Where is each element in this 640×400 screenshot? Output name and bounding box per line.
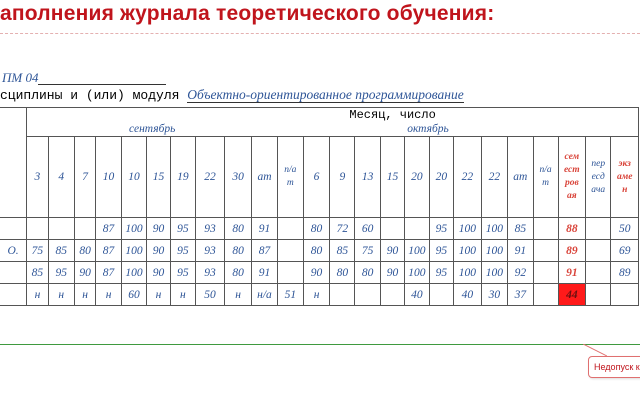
column-header: 19: [170, 137, 195, 218]
grade-cell: [355, 284, 380, 306]
row-label-header: [0, 108, 27, 218]
grade-cell: 95: [170, 262, 195, 284]
grade-cell: 100: [481, 218, 508, 240]
grade-cell: 90: [147, 218, 170, 240]
grade-cell: 95: [170, 218, 195, 240]
month-header: Месяц, число: [27, 108, 639, 123]
grade-cell: н: [74, 284, 96, 306]
grade-cell: 100: [405, 262, 430, 284]
grade-cell: [380, 218, 404, 240]
grade-cell: 80: [225, 262, 252, 284]
grade-cell: [405, 218, 430, 240]
discipline-name: Объектно-ориентированное программирование: [187, 87, 464, 102]
grade-cell: 95: [429, 218, 453, 240]
grade-cell: 95: [48, 262, 74, 284]
page-title: аполнения журнала теоретического обучения:: [0, 2, 495, 25]
grade-cell: 85: [330, 240, 355, 262]
grade-cell: 85: [27, 262, 49, 284]
grade-cell: 90: [303, 262, 329, 284]
grade-cell: [586, 284, 611, 306]
title-divider: [0, 33, 640, 34]
grade-cell: [611, 284, 639, 306]
grade-cell: [533, 262, 558, 284]
grade-cell: [429, 284, 453, 306]
row-label: [0, 262, 27, 284]
grade-cell: 95: [429, 262, 453, 284]
grade-cell: 90: [380, 262, 404, 284]
grade-cell: н: [147, 284, 170, 306]
column-header: п/а т: [277, 137, 303, 218]
column-header: экз аме н: [611, 137, 639, 218]
grade-cell: 91: [252, 218, 277, 240]
grade-cell: 89: [558, 240, 585, 262]
month-october: октябрь: [277, 122, 638, 137]
grade-cell: 40: [405, 284, 430, 306]
grade-cell: 91: [508, 240, 533, 262]
grade-cell: 40: [454, 284, 481, 306]
grade-cell: 90: [147, 262, 170, 284]
grade-cell: [48, 218, 74, 240]
grade-cell: 100: [121, 240, 147, 262]
grade-cell: 80: [303, 240, 329, 262]
grade-cell: 87: [96, 218, 121, 240]
grade-cell: [533, 284, 558, 306]
grade-cell: 87: [252, 240, 277, 262]
column-header: 22: [195, 137, 224, 218]
discipline-line: [0, 87, 464, 103]
table-row: [0, 262, 639, 284]
grade-cell: н: [225, 284, 252, 306]
grade-cell: [277, 218, 303, 240]
grade-cell: [533, 218, 558, 240]
grade-cell: 85: [48, 240, 74, 262]
green-underline: [0, 344, 640, 345]
grade-cell: 95: [170, 240, 195, 262]
grade-cell: 75: [27, 240, 49, 262]
grade-cell: н: [27, 284, 49, 306]
grade-cell: 88: [558, 218, 585, 240]
grade-cell: 100: [454, 262, 481, 284]
grade-cell: 80: [225, 240, 252, 262]
journal-table: [0, 107, 639, 306]
grade-cell: [74, 218, 96, 240]
grade-cell: н/а: [252, 284, 277, 306]
grade-cell: 91: [558, 262, 585, 284]
month-september: сентябрь: [27, 122, 278, 137]
grade-cell: н: [170, 284, 195, 306]
grade-cell: 50: [611, 218, 639, 240]
grade-cell: 100: [481, 240, 508, 262]
grade-cell: [27, 218, 49, 240]
grade-cell: 72: [330, 218, 355, 240]
grade-cell: 87: [96, 240, 121, 262]
column-header: 13: [355, 137, 380, 218]
grade-cell: 80: [355, 262, 380, 284]
grade-cell: 80: [330, 262, 355, 284]
column-header: 30: [225, 137, 252, 218]
grade-cell: 60: [355, 218, 380, 240]
row-label: [0, 218, 27, 240]
grade-cell: 87: [96, 262, 121, 284]
grade-cell: [586, 240, 611, 262]
table-row: [0, 284, 639, 306]
grade-cell: н: [96, 284, 121, 306]
grade-cell: 44: [558, 284, 585, 306]
grade-cell: 75: [355, 240, 380, 262]
grade-cell: 37: [508, 284, 533, 306]
table-row: [0, 218, 639, 240]
module-code: ПМ 04: [2, 70, 39, 85]
column-header: 22: [454, 137, 481, 218]
grade-cell: [380, 284, 404, 306]
callout-pointer: [583, 344, 607, 356]
grade-cell: [277, 262, 303, 284]
grade-cell: 90: [380, 240, 404, 262]
column-header: 3: [27, 137, 49, 218]
grade-cell: н: [303, 284, 329, 306]
grade-cell: 90: [74, 262, 96, 284]
row-label: О.: [0, 240, 27, 262]
column-header: 15: [380, 137, 404, 218]
row-label: [0, 284, 27, 306]
grade-cell: 92: [508, 262, 533, 284]
grade-cell: 90: [147, 240, 170, 262]
grade-cell: 69: [611, 240, 639, 262]
grade-cell: 93: [195, 240, 224, 262]
grade-cell: 91: [252, 262, 277, 284]
column-header: 10: [96, 137, 121, 218]
grade-cell: 80: [225, 218, 252, 240]
grade-cell: 80: [74, 240, 96, 262]
grade-cell: 100: [454, 240, 481, 262]
grade-cell: [277, 240, 303, 262]
grade-cell: 30: [481, 284, 508, 306]
grade-cell: 50: [195, 284, 224, 306]
column-header: 22: [481, 137, 508, 218]
grade-cell: 100: [405, 240, 430, 262]
column-header: ат: [252, 137, 277, 218]
grade-cell: н: [48, 284, 74, 306]
grade-cell: 100: [121, 218, 147, 240]
grade-cell: 100: [121, 262, 147, 284]
column-header: ат: [508, 137, 533, 218]
grade-cell: [586, 218, 611, 240]
column-header: 6: [303, 137, 329, 218]
column-header: п/а т: [533, 137, 558, 218]
column-header: 20: [429, 137, 453, 218]
column-header: пер есд ача: [586, 137, 611, 218]
grade-cell: 51: [277, 284, 303, 306]
column-header: 9: [330, 137, 355, 218]
grade-cell: [586, 262, 611, 284]
column-header: 20: [405, 137, 430, 218]
column-header: 4: [48, 137, 74, 218]
discipline-prefix: сциплины и (или) модуля: [0, 88, 180, 103]
grade-cell: 93: [195, 262, 224, 284]
grade-cell: 85: [508, 218, 533, 240]
grade-cell: [533, 240, 558, 262]
grade-cell: 93: [195, 218, 224, 240]
grade-cell: 95: [429, 240, 453, 262]
grade-cell: 89: [611, 262, 639, 284]
table-row: [0, 240, 639, 262]
column-header: 10: [121, 137, 147, 218]
column-header: сем ест ров ая: [558, 137, 585, 218]
grade-cell: 100: [454, 218, 481, 240]
grade-cell: 100: [481, 262, 508, 284]
column-header: 15: [147, 137, 170, 218]
grade-cell: [330, 284, 355, 306]
module-code-underline: [38, 84, 166, 85]
column-header: 7: [74, 137, 96, 218]
callout-note: Недопуск к: [588, 356, 640, 378]
grade-cell: 60: [121, 284, 147, 306]
grade-cell: 80: [303, 218, 329, 240]
